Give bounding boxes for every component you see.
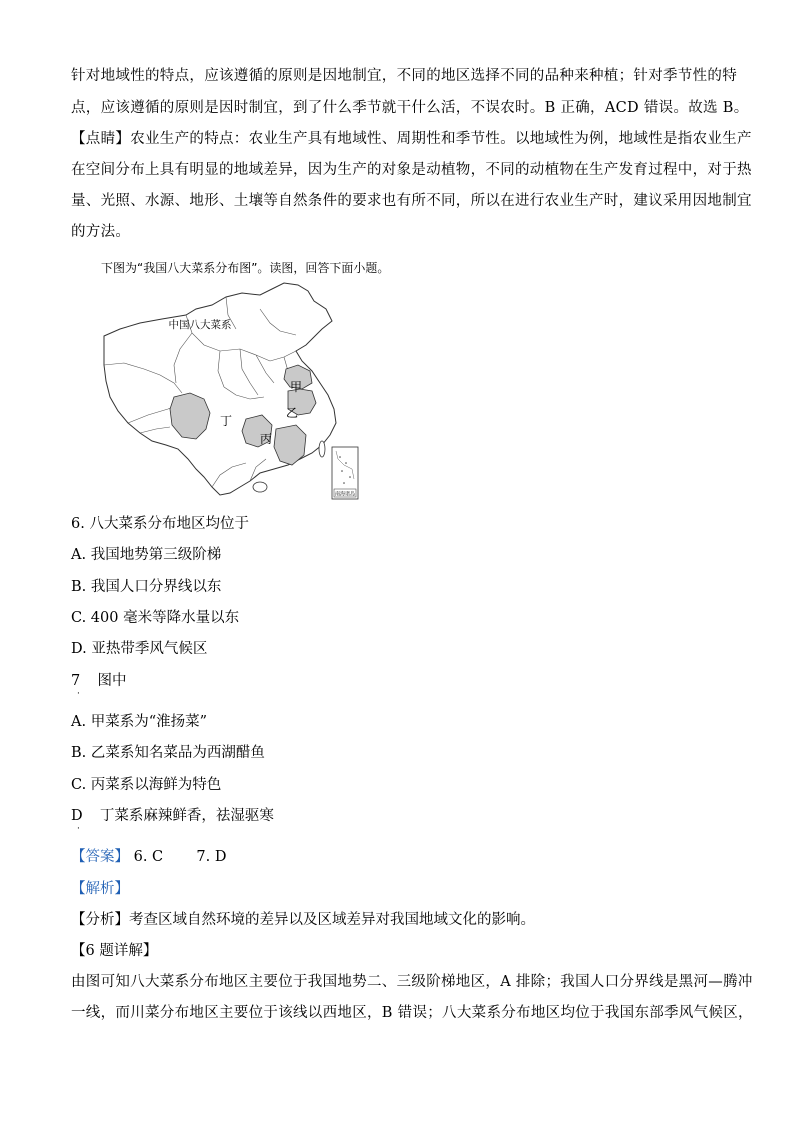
- fenxi-line: [71, 910, 535, 930]
- paragraph-line: 量、光照、水源、地形、土壤等自然条件的要求也有所不同，所以在进行农业生产时，建议采用因地制宜: [71, 193, 752, 209]
- q6-option-a: A. 我国地势第三级阶梯: [71, 547, 222, 563]
- figure-caption: 下图为“我国八大菜系分布图”。读图，回答下面小题。: [101, 261, 390, 275]
- q6-option-d: D. 亚热带季风气候区: [71, 641, 208, 657]
- fenxi-label: 【分析】: [71, 912, 129, 928]
- label-jia: 甲: [289, 380, 303, 394]
- question-7-stem: [71, 671, 126, 691]
- q7-option-d: [71, 806, 274, 826]
- dianjing-line: 【点睛】农业生产的特点：农业生产具有地域性、周期性和季节性。以地域性为例，地域性是指农业生产: [71, 131, 752, 147]
- q6-option-c: C. 400 毫米等降水量以东: [71, 610, 240, 626]
- q7-option-b: B. 乙菜系知名菜品为西湖醋鱼: [71, 745, 265, 761]
- q7-option-d-text: 丁菜系麻辣鲜香，祛湿驱寒: [99, 808, 274, 824]
- paragraph-line: 针对地域性的特点，应该遵循的原则是因地制宜，不同的地区选择不同的品种来种植；针对季节性的特: [71, 68, 737, 84]
- label-yi: 乙: [285, 406, 299, 420]
- inset-label: 南海诸岛: [334, 491, 356, 498]
- china-cuisine-map: [100, 279, 360, 501]
- hainan-island: [253, 482, 267, 492]
- label-ding: 丁: [219, 414, 233, 428]
- q7-d-dot: ·: [77, 824, 80, 834]
- answer-7: 7. D: [196, 849, 227, 865]
- q7-dot: ·: [77, 689, 80, 699]
- label-bing: 丙: [259, 432, 273, 446]
- detail-6-label: 【6 题详解】: [71, 943, 158, 959]
- paragraph-line: 在空间分布上具有明显的地域差异，因为生产的对象是动植物，不同的动植物在生产发育过程中，对于热: [71, 162, 752, 178]
- q7-option-c: C. 丙菜系以海鲜为特色: [71, 777, 222, 793]
- analysis-label: 【解析】: [71, 881, 129, 897]
- answer-label: 【答案】: [71, 849, 129, 865]
- q6-option-b: B. 我国人口分界线以东: [71, 579, 222, 595]
- region-southeast: [274, 425, 306, 465]
- map-title: 中国八大菜系: [168, 319, 232, 331]
- paragraph-line: 的方法。: [71, 224, 131, 240]
- taiwan-island: [319, 441, 325, 457]
- question-6-stem: 6. 八大菜系分布地区均位于: [71, 516, 249, 532]
- detail-6-line: 一线，而川菜分布地区主要位于该线以西地区，B 错误；八大菜系分布地区均位于我国东部季风气候区，: [71, 1005, 753, 1021]
- q7-option-d-letter: D: [71, 808, 83, 824]
- q7-number: 7: [71, 673, 81, 689]
- answer-line: [71, 847, 226, 867]
- detail-6-line: 由图可知八大菜系分布地区主要位于我国地势二、三级阶梯地区，A 排除；我国人口分界线是黑河—腾冲: [71, 974, 753, 990]
- answer-6: 6. C: [133, 849, 164, 865]
- fenxi-text: 考查区域自然环境的差异以及区域差异对我国地域文化的影响。: [129, 912, 535, 928]
- q7-option-a: A. 甲菜系为“淮扬菜”: [71, 714, 208, 730]
- paragraph-line: 点，应该遵循的原则是因时制宜，到了什么季节就干什么活，不误农时。B 正确，ACD 错误。故选 B。: [71, 100, 749, 116]
- q7-stem-text: 图中: [97, 673, 127, 689]
